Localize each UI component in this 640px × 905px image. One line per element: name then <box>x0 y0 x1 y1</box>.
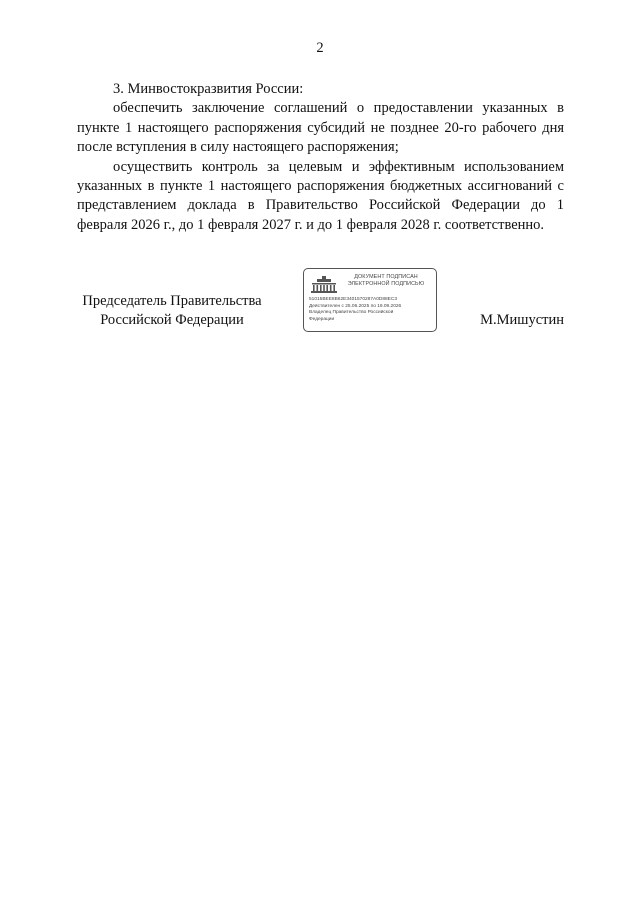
signer-name: М.Мишустин <box>480 312 564 328</box>
page-number: 2 <box>316 40 324 56</box>
paragraph-agreements: обеспечить заключение соглашений о предоставлении указанных в пункте 1 настоящего распоряжения субсидий не позднее 20-го рабочего дня после вступления в силу настоящего распоряжения; <box>77 100 564 156</box>
stamp-validity: Действителен с 25.06.2025 по 19.09.2026 <box>309 303 402 309</box>
signer-title <box>77 292 267 331</box>
document-body <box>77 80 564 235</box>
stamp-owner-line-1: Владелец Правительство Российской <box>309 310 394 316</box>
stamp-heading-line-2: ЭЛЕКТРОННОЙ ПОДПИСЬЮ <box>347 281 425 287</box>
government-building-icon <box>311 275 337 293</box>
stamp-serial: 51015BEE8B62E3401570287A0D88EC3 <box>309 297 398 302</box>
signer-title-line-2: Российской Федерации <box>100 312 244 329</box>
stamp-details <box>309 297 435 323</box>
stamp-owner-line-2: Федерации <box>309 316 335 322</box>
electronic-signature-stamp <box>303 268 437 332</box>
signature-block <box>0 274 640 342</box>
stamp-heading <box>340 274 432 288</box>
paragraph-heading: 3. Минвостокразвития России: <box>113 81 304 97</box>
stamp-heading-line-1: ДОКУМЕНТ ПОДПИСАН <box>354 274 418 280</box>
signer-title-line-1: Председатель Правительства <box>82 293 262 309</box>
paragraph-control: осуществить контроль за целевым и эффективным использованием указанных в пункте 1 настоящего распоряжения бюджетных ассигнований с представлением доклада в Правительство Российской Федерации до 1 февраля 2026 г., до 1 февраля 2027 г. и до 1 февраля 2028 г. соответственно. <box>77 158 564 233</box>
